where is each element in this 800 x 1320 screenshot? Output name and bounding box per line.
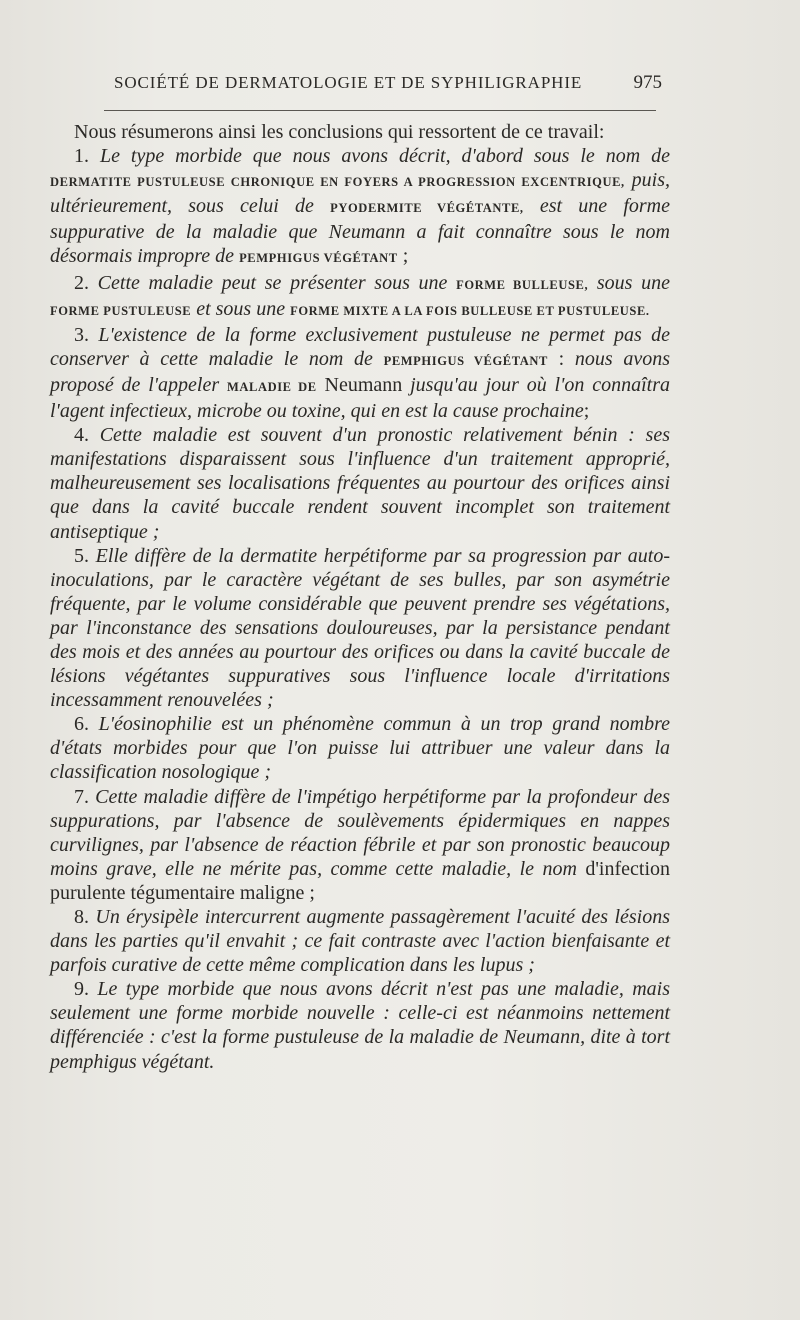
- intro-paragraph: Nous résumerons ainsi les conclusions qui ressortent de ce travail:: [74, 121, 605, 143]
- text-segment: d'infection purulente tégumentaire maligne ;: [50, 857, 670, 904]
- small-caps-term: PYODERMITE VÉGÉTANTE,: [330, 201, 524, 216]
- small-caps-term: MALADIE DE: [226, 379, 317, 394]
- conclusion-item: [50, 323, 670, 423]
- small-caps-term: PEMPHIGUS VÉGÉTANT: [383, 353, 548, 368]
- text-segment: puis, ultérieurement, sous celui de: [50, 169, 671, 218]
- item-number: 3.: [74, 323, 89, 346]
- text-segment: ;: [397, 245, 409, 268]
- text-segment: Le type morbide que nous avons décrit, d'abord sous le nom de: [99, 145, 670, 168]
- conclusion-item: [50, 144, 670, 270]
- text-segment: et sous une: [191, 297, 291, 320]
- small-caps-term: DERMATITE PUSTULEUSE CHRONIQUE EN FOYERS A PROGRESSION EXCENTRIQUE,: [50, 175, 625, 190]
- text-segment: Cette maladie est souvent d'un pronostic relativement bénin : ses manifestations disparaissent sous l'influence d'un traitement approprié, malheureusement ses localisations fréquentes au pourtour des orifices ainsi que dans la cavité buccale rendent souvent incomplet son traitement antiseptique ;: [50, 424, 670, 543]
- item-number: 9.: [74, 978, 89, 1001]
- text-segment: :: [547, 347, 575, 370]
- conclusion-item: [50, 712, 670, 784]
- item-number: 1.: [74, 145, 89, 168]
- text-segment: L'éosinophilie est un phénomène commun à un trop grand nombre d'états morbides pour que l'on puisse lui attribuer une valeur dans la classification nosologique ;: [50, 713, 670, 784]
- conclusion-item: [50, 977, 670, 1073]
- page-number: 975: [633, 72, 662, 93]
- small-caps-term: FORME BULLEUSE,: [456, 277, 589, 292]
- text-segment: Cette maladie diffère de l'impétigo herpétiforme par la profondeur des suppurations, par l'absence de soulèvements épidermiques en nappes curvilignes, par l'absence de réaction fébrile et par son pronostic beaucoup moins grave, elle ne mérite pas, comme cette maladie, le nom: [50, 785, 671, 880]
- item-number: 7.: [74, 785, 89, 808]
- text-segment: sous une: [588, 271, 671, 294]
- text-segment: est une forme suppurative de la maladie que Neumann a fait connaître sous le nom désormais impropre de: [50, 195, 670, 268]
- text-segment: jusqu'au jour où l'on connaîtra l'agent infectieux, microbe ou toxine, qui en est la cause prochaine: [50, 373, 670, 423]
- small-caps-term: PEMPHIGUS VÉGÉTANT: [239, 251, 398, 266]
- small-caps-term: FORME MIXTE A LA FOIS BULLEUSE ET PUSTULEUSE.: [290, 303, 650, 318]
- text-segment: L'existence de la forme exclusivement pustuleuse ne permet pas de conserver à cette maladie le nom de: [50, 323, 670, 370]
- body-text: [50, 120, 670, 1074]
- text-segment: Neumann: [316, 373, 411, 396]
- item-number: 6.: [74, 713, 89, 736]
- text-segment: Un érysipèle intercurrent augmente passagèrement l'acuité des lésions dans les parties qu'il envahit ; ce fait contraste avec l'action bienfaisante et parfois curative de cette même complication dans les lupus ;: [50, 906, 670, 977]
- text-segment: Cette maladie peut se présenter sous une: [97, 271, 457, 294]
- item-number: 4.: [74, 424, 89, 447]
- conclusion-item: [50, 271, 670, 323]
- conclusion-item: [50, 544, 670, 713]
- item-number: 5.: [74, 544, 89, 567]
- text-segment: Le type morbide que nous avons décrit n'est pas une maladie, mais seulement une forme morbide nouvelle : celle-ci est néanmoins nettement différenciée : c'est la forme pustuleuse de la maladie de Neumann, dite à tort pemphigus végétant.: [50, 978, 670, 1073]
- item-number: 8.: [74, 906, 89, 928]
- text-segment: nous avons proposé de l'appeler: [50, 347, 670, 396]
- conclusion-item: [50, 423, 670, 543]
- header-rule: [104, 110, 656, 111]
- running-title: SOCIÉTÉ DE DERMATOLOGIE ET DE SYPHILIGRAPHIE: [114, 73, 583, 92]
- item-number: 2.: [74, 271, 89, 294]
- small-caps-term: FORME PUSTULEUSE: [50, 303, 192, 318]
- text-segment: ;: [583, 400, 590, 423]
- text-segment: Elle diffère de la dermatite herpétiforme par sa progression par auto-inoculations, par le caractère végétant de ses bulles, par son asymétrie fréquente, par le volume considérable que peuvent prendre ses végétations, par l'inconstance des sensations douloureuses, par la persistance pendant des mois et des années au pourtour des orifices ou dans la cavité buccale de lésions végétantes suppuratives sous l'influence locale d'irritations incessamment renouvelées ;: [50, 544, 671, 712]
- conclusion-item: [50, 785, 670, 905]
- conclusion-item: [50, 905, 670, 977]
- running-head: [114, 72, 662, 94]
